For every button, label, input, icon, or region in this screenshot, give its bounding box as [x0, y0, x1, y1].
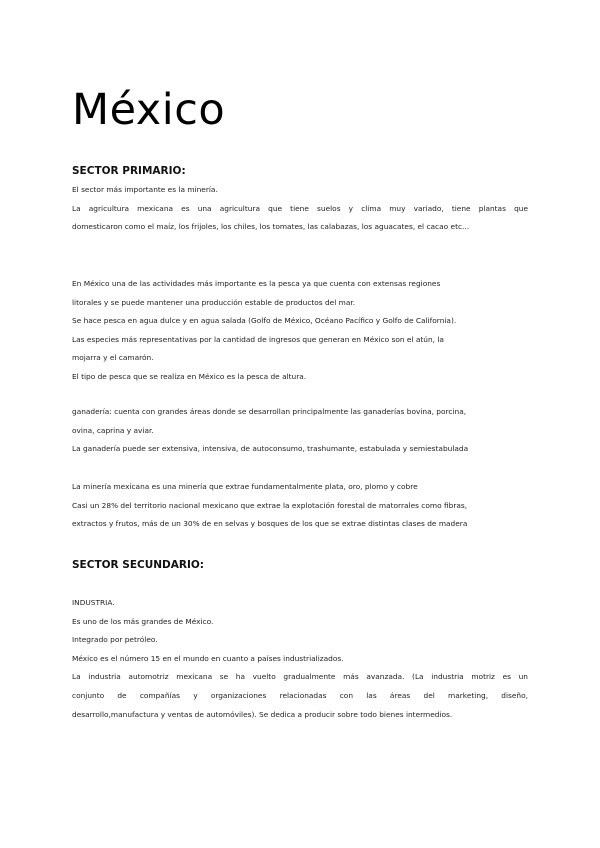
paragraph-ganaderia	[72, 403, 528, 459]
text-line: México es el número 15 en el mundo en cuanto a países industrializados.	[72, 653, 344, 663]
text-line: extractos y frutos, más de un 30% de en selvas y bosques de los que se extrae distintas clases de madera	[72, 519, 468, 529]
paragraph-industria	[72, 594, 528, 724]
text-line: ganadería: cuenta con grandes áreas donde se desarrollan principalmente las ganaderías bovina, porcina,	[72, 407, 467, 416]
paragraph-intro	[72, 181, 528, 237]
paragraph-mineria	[72, 478, 528, 534]
text-line: En México una de las actividades más importante es la pesca ya que cuenta con extensas regiones	[72, 279, 441, 288]
sector-secundario-heading: SECTOR SECUNDARIO:	[72, 559, 204, 571]
sector-primario-heading: SECTOR PRIMARIO:	[72, 165, 186, 177]
text-line: El sector más importante es la minería.	[72, 185, 218, 194]
text-line: El tipo de pesca que se realiza en México es la pesca de altura.	[72, 371, 307, 381]
text-line: INDUSTRIA.	[72, 598, 115, 607]
text-line: mojarra y el camarón.	[72, 353, 154, 363]
text-line: litorales y se puede mantener una producción estable de productos del mar.	[72, 297, 356, 307]
text-line: Casi un 28% del territorio nacional mexicano que extrae la explotación forestal de matorrales como fibras,	[72, 500, 468, 510]
text-line: La minería mexicana es una minería que extrae fundamentalmente plata, oro, plomo y cobre	[72, 482, 418, 491]
paragraph-pesca	[72, 275, 528, 387]
text-line: Las especies más representativas por la cantidad de ingresos que generan en México son el atún, la	[72, 334, 444, 344]
text-line: conjunto de compañías y organizaciones relacionadas con las áreas del marketing, diseño,	[72, 690, 528, 700]
text-line: La ganadería puede ser extensiva, intensiva, de autoconsumo, trashumante, estabulada y semiestabulada	[72, 444, 469, 454]
text-line: La agricultura mexicana es una agricultura que tiene suelos y clima muy variado, tiene plantas que	[72, 203, 528, 213]
text-line: Es uno de los más grandes de México.	[72, 616, 214, 626]
text-line: desarrollo,manufactura y ventas de automóviles). Se dedica a producir sobre todo bienes intermedios.	[72, 709, 453, 719]
text-line: Integrado por petróleo.	[72, 635, 158, 645]
text-line: domesticaron como el maíz, los frijoles, los chiles, los tomates, las calabazas, los aguacates, el cacao etc...	[72, 222, 470, 232]
page-title: México	[72, 85, 226, 135]
text-line: Se hace pesca en agua dulce y en agua salada (Golfo de México, Océano Pacífico y Golfo de California).	[72, 316, 457, 326]
text-line: ovina, caprina y aviar.	[72, 425, 154, 435]
text-line: La industria automotriz mexicana se ha vuelto gradualmente más avanzada. (La industria motriz es un	[72, 672, 528, 682]
